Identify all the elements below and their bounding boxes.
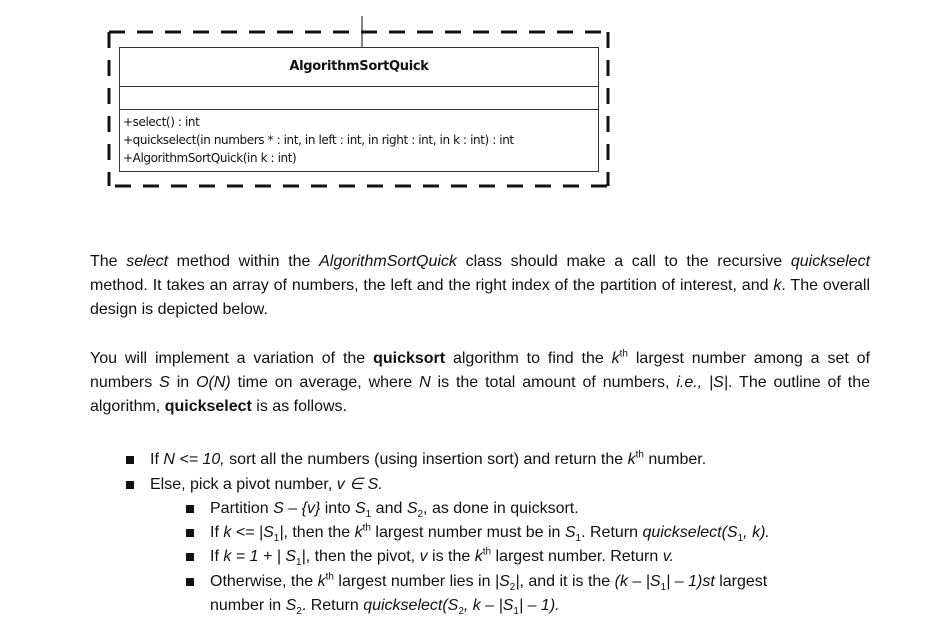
list-item: Else, pick a pivot number, v ∈ S.	[150, 476, 383, 493]
list-item: If N <= 10, sort all the numbers (using insertion sort) and return the $k^{th}$ number.	[150, 449, 707, 468]
square-bullet-icon	[186, 553, 194, 561]
uml-class-box	[119, 47, 599, 172]
uml-operation-select: +select() : int	[123, 115, 200, 129]
square-bullet-icon	[126, 481, 134, 489]
uml-operations-section	[120, 110, 598, 171]
list-item: Otherwise, the $k^{th}$ largest number lies in $|S_2|$, and it is the $(k - |S_1| - 1)st$ largest	[210, 571, 768, 594]
uml-class-name: AlgorithmSortQuick	[120, 48, 598, 87]
square-bullet-icon	[186, 529, 194, 537]
square-bullet-icon	[186, 505, 194, 513]
list-item: If k = 1 + | $S_1|$, then the pivot, v is the $k^{th}$ largest number. Return v.	[210, 546, 674, 569]
uml-operation-quickselect: +quickselect(in numbers * : int, in left : int, in right : int, in k : int) : int	[123, 133, 514, 147]
uml-attributes-section	[120, 87, 598, 110]
list-item: Partition S – {v} into $S_1$ and $S_2$, as done in quicksort.	[210, 500, 579, 521]
paragraph-algorithm: You will implement a variation of the quicksort algorithm to find the $k^{th}$ largest number among a set of numbers S in O(N) time on average, where N is the total amount of numbers, i.e., |S|. The outline of the algorithm, quickselect is as follows.	[90, 348, 871, 415]
list-item-continuation: number in $S_2$. Return $quickselect(S_2$, k – $|S_1| - 1$).	[210, 597, 560, 618]
square-bullet-icon	[126, 456, 134, 464]
paragraph-design: The select method within the AlgorithmSortQuick class should make a call to the recursive quickselect method. It takes an array of numbers, the left and the right index of the partition of interest, and k. The overall design is depicted below.	[90, 253, 871, 318]
list-item: If $k <= |S_1|$, then the $k^{th}$ largest number must be in $S_1$. Return $quickselect(S_1$, k).	[210, 522, 770, 545]
square-bullet-icon	[186, 578, 194, 586]
uml-operation-constructor: +AlgorithmSortQuick(in k : int)	[123, 151, 297, 165]
